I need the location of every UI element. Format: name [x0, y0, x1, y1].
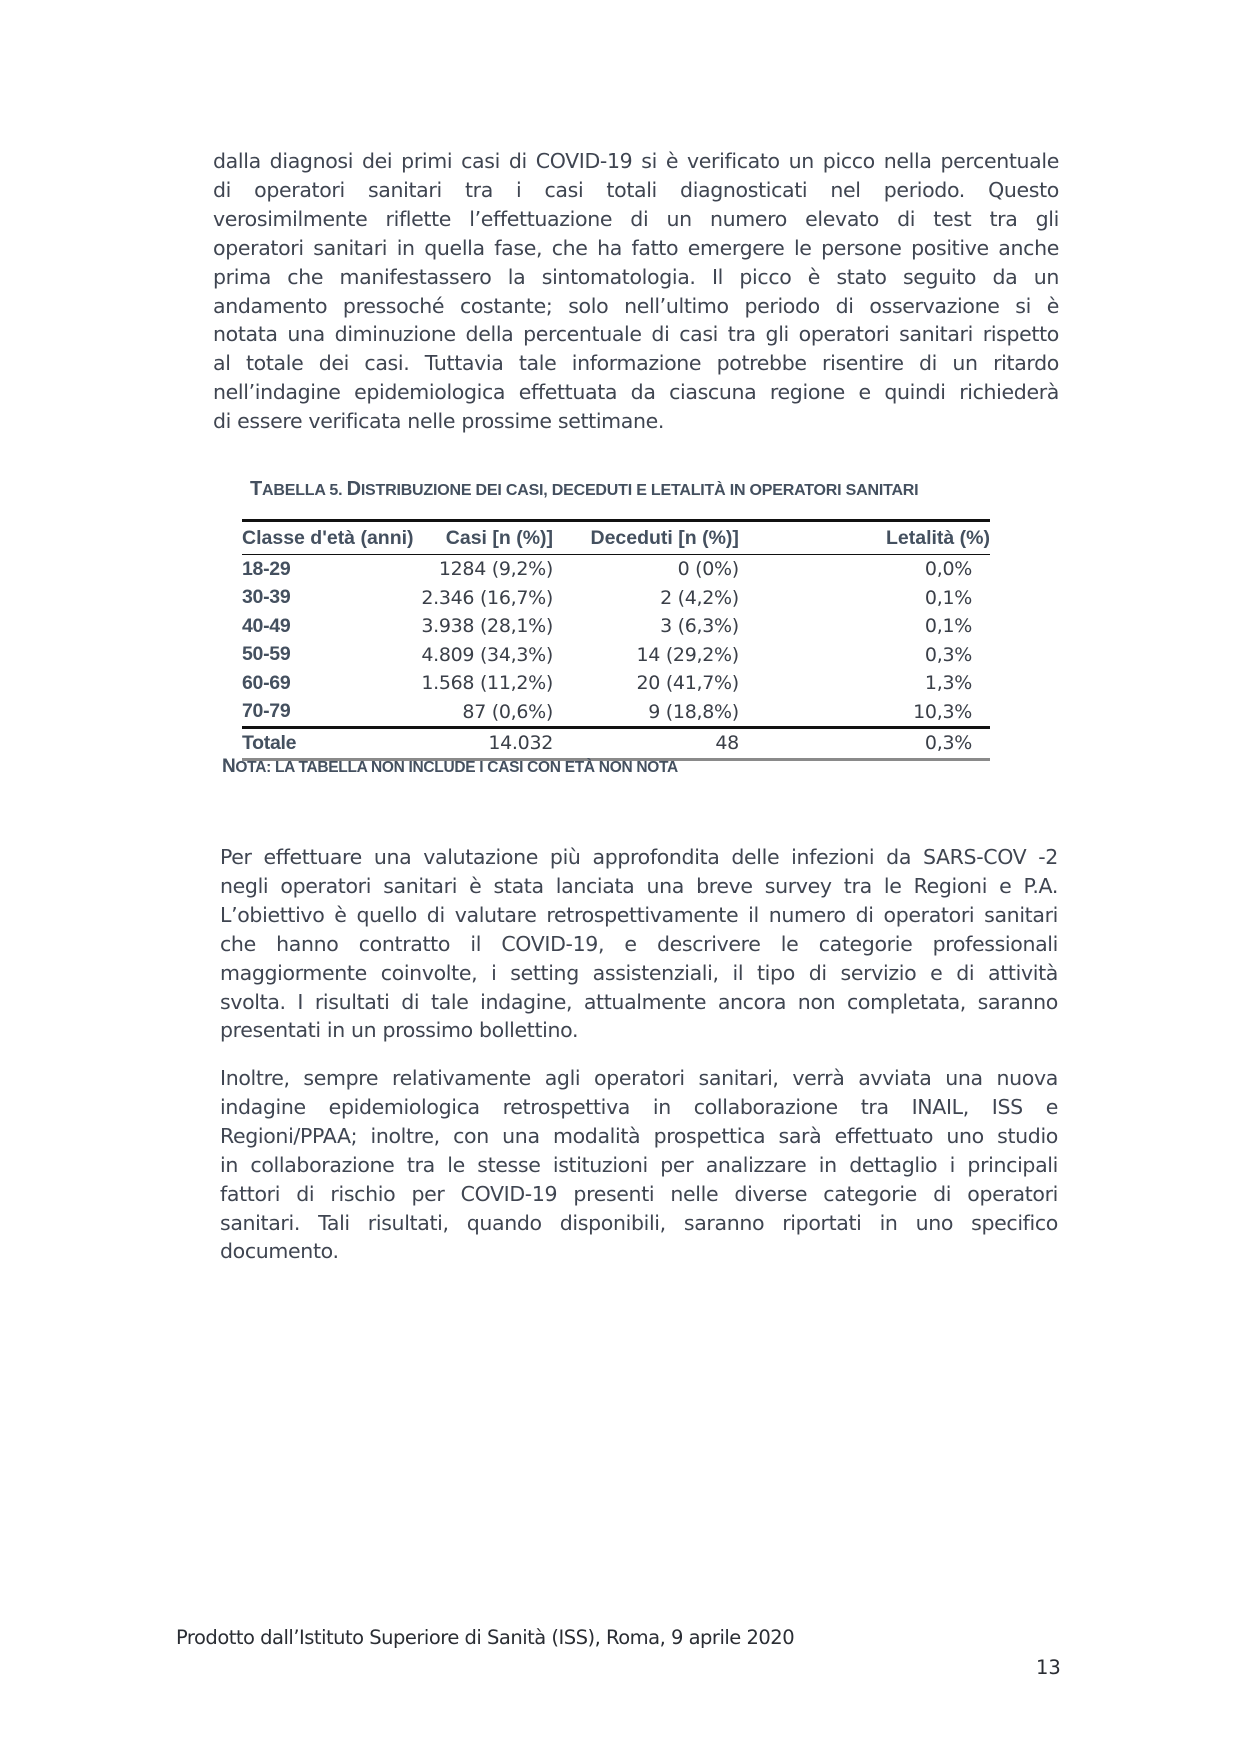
text-line: L’obiettivo è quello di valutare retrospettivamente il numero di operatori sanitari: [220, 902, 1058, 927]
text-line: sanitari. Tali risultati, quando disponibili, saranno riportati in uno specifico: [220, 1210, 1058, 1235]
age-cell: 50-59: [242, 643, 291, 666]
deaths-cell: 0 (0%): [677, 558, 739, 581]
text-line: fattori di rischio per COVID-19 presenti nelle diverse categorie di operatori: [220, 1181, 1058, 1206]
text-line: documento.: [220, 1239, 339, 1264]
age-cell: 40-49: [242, 614, 291, 637]
header-lethality: Letalità (%): [885, 526, 990, 549]
table-row: [242, 669, 990, 698]
table-row: [242, 641, 990, 670]
lethality-cell: 0,0%: [924, 558, 972, 581]
text-line: svolta. I risultati di tale indagine, attualmente ancora non completata, saranno: [220, 989, 1058, 1014]
text-line: maggiormente coinvolte, i setting assistenziali, il tipo di servizio e di attività: [220, 960, 1058, 985]
survey-paragraph: [220, 843, 1058, 1045]
text-line: presentati in un prossimo bollettino.: [220, 1018, 579, 1043]
cases-cell: 4.809 (34,3%): [421, 643, 554, 666]
text-line: operatori sanitari in quella fase, che ha fatto emergere le persone positive anche: [213, 235, 1059, 260]
deaths-cell: 14 (29,2%): [636, 643, 739, 666]
cases-cell: 1284 (9,2%): [438, 558, 554, 581]
age-cell: 60-69: [242, 671, 291, 694]
deaths-cell: 3 (6,3%): [660, 615, 739, 638]
text-line: in collaborazione tra le stesse istituzioni per analizzare in dettaglio i principali: [220, 1152, 1058, 1177]
text-line: al totale dei casi. Tuttavia tale informazione potrebbe risentire di un ritardo: [213, 351, 1059, 376]
text-line: nell’indagine epidemiologica effettuata da ciascuna regione e quindi richiederà: [213, 380, 1059, 405]
study-paragraph: [220, 1064, 1058, 1266]
age-cell: 30-39: [242, 586, 291, 609]
lethality-cell: 10,3%: [913, 700, 972, 723]
text-line: negli operatori sanitari è stata lanciata una breve survey tra le Regioni e P.A.: [220, 873, 1058, 898]
page-number: 13: [1036, 1656, 1061, 1679]
text-line: prima che manifestassero la sintomatologia. Il picco è stato seguito da un: [213, 264, 1059, 289]
cases-cell: 2.346 (16,7%): [421, 586, 554, 609]
text-line: indagine epidemiologica retrospettiva in collaborazione tra INAIL, ISS e: [220, 1094, 1058, 1119]
text-line: andamento pressoché costante; solo nell’ultimo periodo di osservazione si è: [213, 293, 1059, 318]
table-row: [242, 698, 990, 728]
total-cases: 14.032: [488, 732, 554, 755]
table-note: NOTA: LA TABELLA NON INCLUDE I CASI CON ETÀ NON NOTA: [222, 756, 678, 777]
header-age-class: Classe d'età (anni): [242, 526, 414, 549]
health-workers-table: [242, 519, 990, 761]
lethality-cell: 0,3%: [924, 643, 972, 666]
table-header-row: [242, 521, 990, 555]
deaths-cell: 9 (18,8%): [648, 700, 739, 723]
text-line: di operatori sanitari tra i casi totali diagnosticati nel periodo. Questo: [213, 177, 1059, 202]
text-line: che hanno contratto il COVID-19, e descrivere le categorie professionali: [220, 931, 1058, 956]
total-label: Totale: [242, 731, 297, 754]
table-total-row: [242, 728, 990, 760]
text-line: Regioni/PPAA; inoltre, con una modalità prospettica sarà effettuato uno studio: [220, 1123, 1058, 1148]
cases-cell: 3.938 (28,1%): [421, 615, 554, 638]
lethality-cell: 0,1%: [924, 615, 972, 638]
cases-cell: 1.568 (11,2%): [421, 672, 554, 695]
deaths-cell: 20 (41,7%): [636, 672, 739, 695]
deaths-cell: 2 (4,2%): [660, 586, 739, 609]
text-line: Per effettuare una valutazione più approfondita delle infezioni da SARS-COV -2: [220, 845, 1058, 869]
age-cell: 18-29: [242, 557, 291, 580]
cases-cell: 87 (0,6%): [462, 700, 554, 723]
text-line: di essere verificata nelle prossime settimane.: [213, 409, 665, 434]
table-row: [242, 612, 990, 641]
page-footer: Prodotto dall’Istituto Superiore di Sanità (ISS), Roma, 9 aprile 2020: [176, 1626, 795, 1649]
total-lethality: 0,3%: [924, 732, 972, 755]
total-deaths: 48: [715, 732, 739, 755]
table-row: [242, 584, 990, 613]
table-caption: TABELLA 5. DISTRIBUZIONE DEI CASI, DECEDUTI E LETALITÀ IN OPERATORI SANITARI: [250, 478, 919, 500]
header-cases: Casi [n (%)]: [445, 526, 554, 549]
text-line: verosimilmente riflette l’effettuazione di un numero elevato di test tra gli: [213, 206, 1059, 231]
intro-paragraph: [213, 147, 1059, 436]
text-line: dalla diagnosi dei primi casi di COVID-19 si è verificato un picco nella percentuale: [213, 149, 1059, 173]
text-line: notata una diminuzione della percentuale di casi tra gli operatori sanitari rispetto: [213, 322, 1059, 347]
text-line: Inoltre, sempre relativamente agli operatori sanitari, verrà avviata una nuova: [220, 1066, 1058, 1090]
table-row: [242, 555, 990, 584]
lethality-cell: 1,3%: [924, 672, 972, 695]
header-deaths: Deceduti [n (%)]: [590, 526, 739, 549]
lethality-cell: 0,1%: [924, 586, 972, 609]
age-cell: 70-79: [242, 700, 291, 723]
